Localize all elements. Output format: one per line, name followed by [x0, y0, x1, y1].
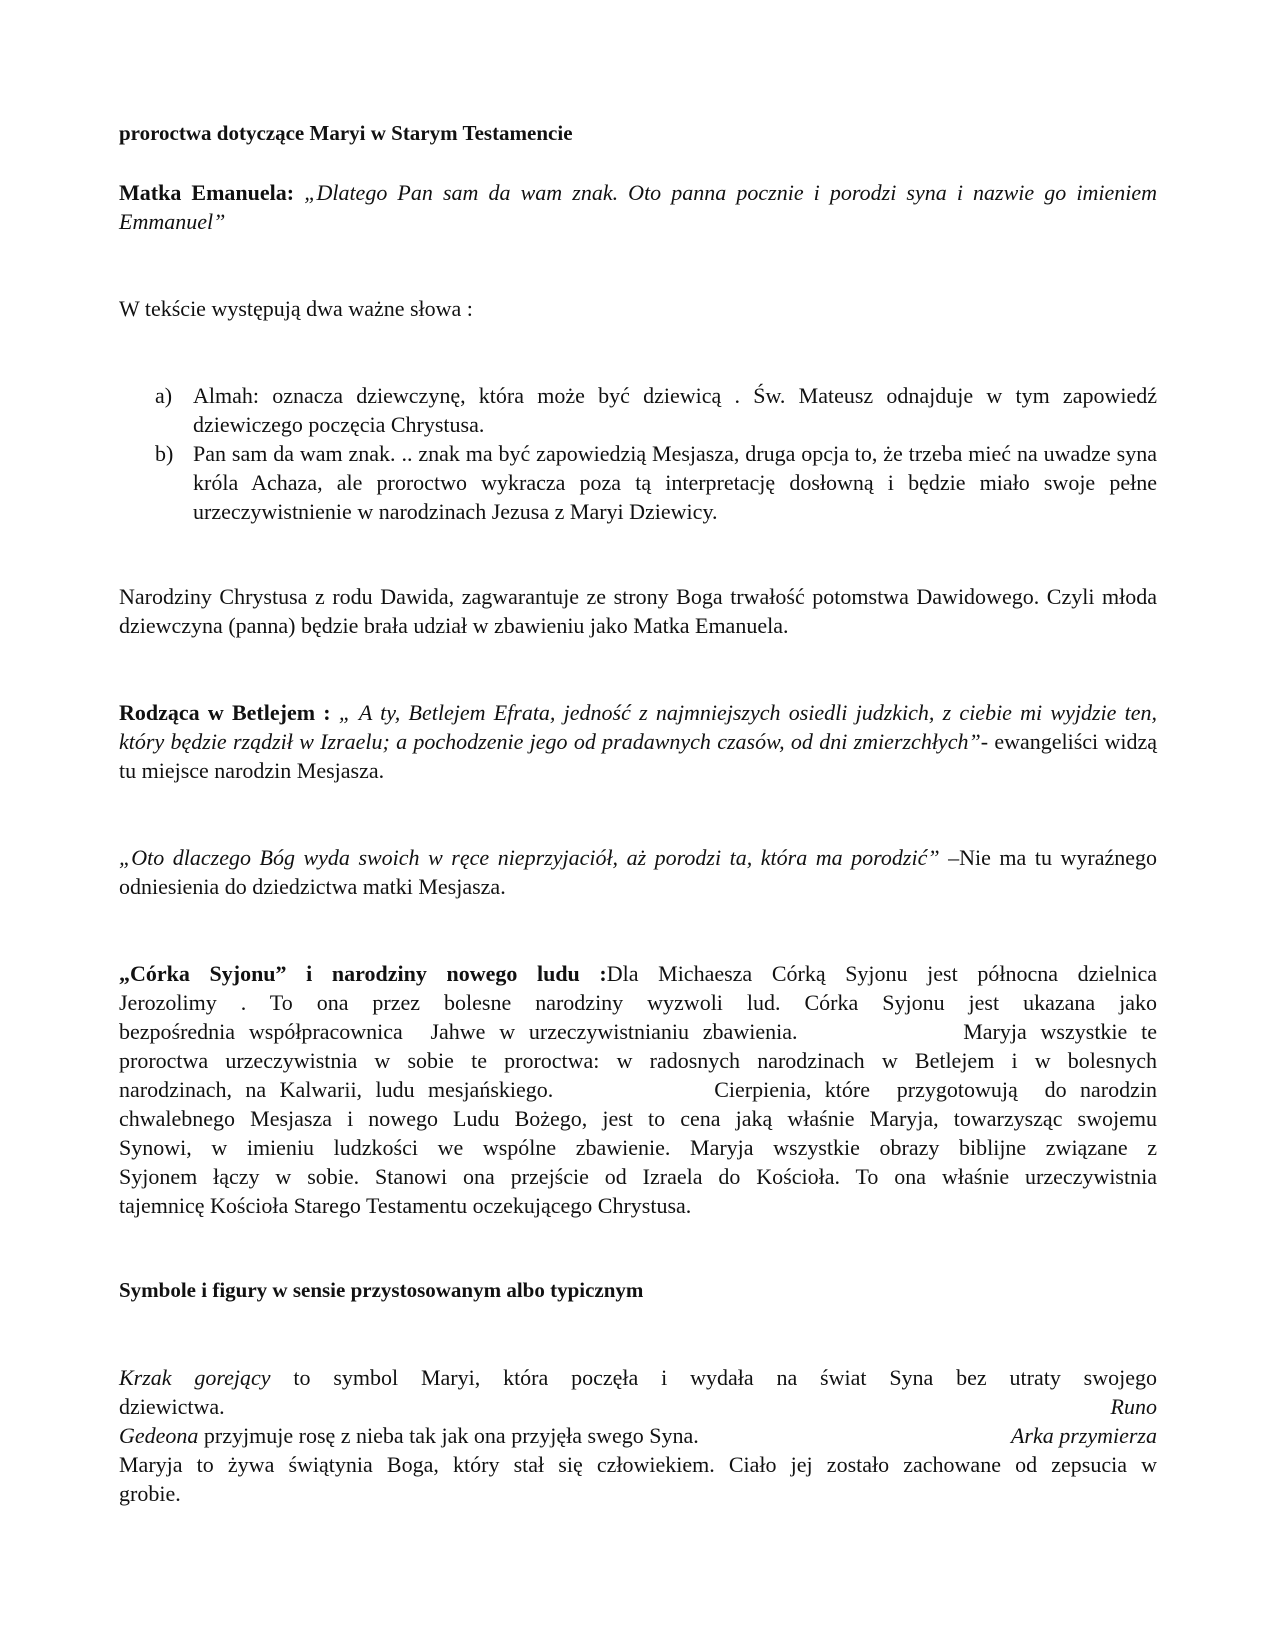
corka-line-3: bezpośrednia współpracownica Jahwe w urzeczywistnianiu zbawienia. Maryja wszystkie te: [119, 1019, 1157, 1044]
text-oto: –Nie ma tu wyraźnego odniesienia do dziedzictwa matki Mesjasza.: [119, 845, 1157, 899]
text-betlejem: - ewangeliści widzą tu miejsce narodzin Mesjasza.: [119, 729, 1157, 783]
list-marker-a: a): [155, 383, 173, 408]
paragraph-intro: W tekście występują dwa ważne słowa :: [119, 296, 473, 321]
paragraph-narodziny: Narodziny Chrystusa z rodu Dawida, zagwarantuje ze strony Boga trwałość potomstwa Dawidowego. Czyli młoda dziewczyna (panna) będzie brała udział w zbawieniu jako Matka Emanuela.: [119, 584, 1157, 638]
corka-line-2: Jerozolimy . To ona przez bolesne narodziny wyzwoli lud. Córka Syjonu jest ukazana jako: [119, 990, 1157, 1015]
corka-line-9: tajemnicę Kościoła Starego Testamentu oczekującego Chrystusa.: [119, 1193, 692, 1218]
corka-line-6: chwalebnego Mesjasza i nowego Ludu Bożego, jest to cena jaką właśnie Maryja, towarzysząc swojemu: [119, 1106, 1157, 1131]
paragraph-oto: [119, 843, 1157, 901]
corka-line-5: narodzinach, na Kalwarii, ludu mesjańskiego. Cierpienia, które przygotowują do narodzin: [119, 1077, 1157, 1102]
corka-line-7: Synowi, w imieniu ludzkości we wspólne zbawienie. Maryja wszystkie obrazy biblijne związane z: [119, 1135, 1157, 1160]
heading-symbole: Symbole i figury w sensie przystosowanym albo typicznym: [119, 1278, 644, 1302]
label-arka: Arka przymierza: [1010, 1423, 1157, 1448]
paragraph-symbole: [119, 1363, 1157, 1508]
list-marker-b: b): [155, 441, 174, 466]
list-text-a: Almah: oznacza dziewczynę, która może być dziewicą . Św. Mateusz odnajduje w tym zapowiedź dziewiczego poczęcia Chrystusa.: [193, 383, 1157, 437]
paragraph-betlejem: [119, 698, 1157, 785]
quote-oto: „Oto dlaczego Bóg wyda swoich w ręce nieprzyjaciół, aż porodzi ta, która ma porodzić”: [119, 845, 940, 870]
label-runo: Runo: [1110, 1394, 1157, 1419]
document-title: proroctwa dotyczące Maryi w Starym Testamencie: [119, 121, 573, 145]
symbole-line-5: grobie.: [119, 1481, 181, 1506]
corka-line-4: proroctwa urzeczywistnia w sobie te proroctwa: w radosnych narodzinach w Betlejem i w bolesnych: [119, 1048, 1157, 1073]
paragraph-corka-syjonu: [119, 959, 1157, 1220]
label-gedeon: Gedeona: [119, 1423, 199, 1448]
label-krzak: Krzak gorejący: [119, 1365, 271, 1390]
symbole-line-4: Maryja to żywa świątynia Boga, który stał się człowiekiem. Ciało jej zostało zachowane od zepsucia w: [119, 1452, 1157, 1477]
label-matka-emanuela: Matka Emanuela:: [119, 180, 295, 205]
corka-line-8: Syjonem łączy w sobie. Stanowi ona przejście od Izraela do Kościoła. To ona właśnie urzeczywistnia: [119, 1164, 1157, 1189]
list-item-a: [155, 381, 1157, 439]
corka-line-1: „Córka Syjonu” i narodziny nowego ludu :Dla Michaesza Córką Syjonu jest północna dzielnica: [119, 961, 1157, 986]
word-list: [155, 381, 1157, 526]
symbole-line-2: dziewictwa. Runo: [119, 1394, 1157, 1419]
quote-betlejem: „ A ty, Betlejem Efrata, jedność z najmniejszych osiedli judzkich, z ciebie mi wyjdzie ten, który będzie rządził w Izraelu; a pochodzenie jego od pradawnych czasów, od dni zmierzchłych”: [119, 700, 1157, 754]
symbole-line-1: Krzak gorejący to symbol Maryi, która poczęła i wydała na świat Syna bez utraty swojego: [119, 1365, 1157, 1390]
label-betlejem: Rodząca w Betlejem :: [119, 700, 331, 725]
paragraph-matka-emanuela: [119, 178, 1157, 236]
list-text-b: Pan sam da wam znak. .. znak ma być zapowiedzią Mesjasza, druga opcja to, że trzeba mieć na uwadze syna króla Achaza, ale proroctwo wykracza poza tą interpretację dosłowną i będzie miało swoje pełne urzeczywistnienie w narodzinach Jezusa z Maryi Dziewicy.: [193, 441, 1157, 524]
label-corka: „Córka Syjonu” i narodziny nowego ludu :: [119, 961, 607, 986]
list-item-b: [155, 439, 1157, 526]
quote-emanuel: „Dlatego Pan sam da wam znak. Oto panna pocznie i porodzi syna i nazwie go imieniem Emmanuel”: [119, 180, 1157, 234]
symbole-line-3: Gedeona przyjmuje rosę z nieba tak jak ona przyjęła swego Syna. Arka przymierza: [119, 1423, 1157, 1448]
